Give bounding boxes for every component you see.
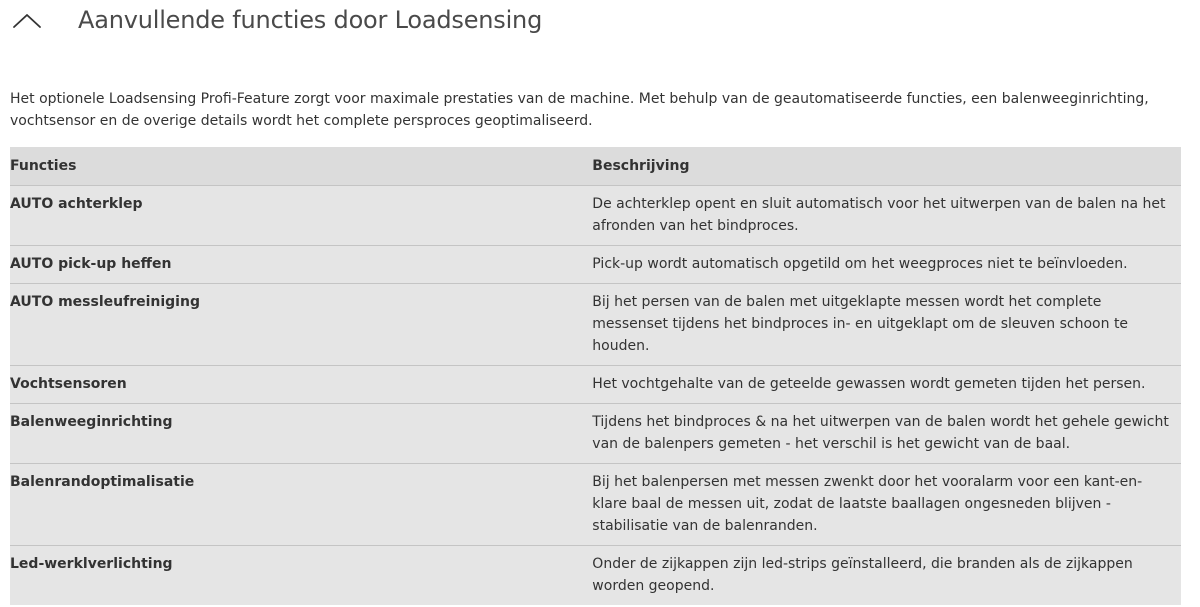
table-row (10, 284, 1181, 366)
section-title[interactable]: Aanvullende functies door Loadsensing (78, 6, 543, 34)
chevron-up-icon[interactable] (12, 10, 42, 30)
function-cell: AUTO achterklep (10, 186, 592, 246)
table-row (10, 464, 1181, 546)
function-cell: Vochtsensoren (10, 366, 592, 404)
function-cell: AUTO pick-up heffen (10, 246, 592, 284)
description-cell: Bij het persen van de balen met uitgeklapte messen wordt het complete messenset tijdens het bindproces in- en uitgeklapt om de sleuven schoon te houden. (592, 284, 1181, 366)
description-cell: Onder de zijkappen zijn led-strips geïnstalleerd, die branden als de zijkappen worden geopend. (592, 556, 1133, 594)
function-cell: Led-werklverlichting (10, 556, 173, 572)
column-header-description: Beschrijving (592, 147, 1181, 186)
table-row (10, 546, 1181, 606)
accordion-header[interactable] (0, 0, 1200, 44)
description-cell: Het vochtgehalte van de geteelde gewassen wordt gemeten tijden het persen. (592, 366, 1181, 404)
description-cell: Bij het balenpersen met messen zwenkt door het vooralarm voor een kant-en-klare baal de messen uit, zodat de laatste baallagen ongesneden blijven - stabilisatie van de balenranden. (592, 464, 1181, 546)
function-cell: Balenrandoptimalisatie (10, 464, 592, 546)
description-cell: De achterklep opent en sluit automatisch voor het uitwerpen van de balen na het afronden van het bindproces. (592, 186, 1181, 246)
features-table (10, 147, 1181, 605)
column-header-functions: Functies (10, 147, 592, 186)
description-cell: Tijdens het bindproces & na het uitwerpen van de balen wordt het gehele gewicht van de balenpers gemeten - het verschil is het gewicht van de baal. (592, 404, 1181, 464)
table-row (10, 246, 1181, 284)
table-row (10, 404, 1181, 464)
function-cell: Balenweeginrichting (10, 404, 592, 464)
intro-text: Het optionele Loadsensing Profi-Feature zorgt voor maximale prestaties van de machine. Met behulp van de geautomatiseerde functies, een balenweeginrichting, vochtsensor en de overige details wordt het complete persproces geoptimaliseerd. (10, 91, 1149, 129)
function-cell: AUTO messleufreiniging (10, 284, 592, 366)
description-cell: Pick-up wordt automatisch opgetild om het weegproces niet te beïnvloeden. (592, 246, 1181, 284)
table-row (10, 366, 1181, 404)
table-row (10, 186, 1181, 246)
table-header-row (10, 147, 1181, 186)
